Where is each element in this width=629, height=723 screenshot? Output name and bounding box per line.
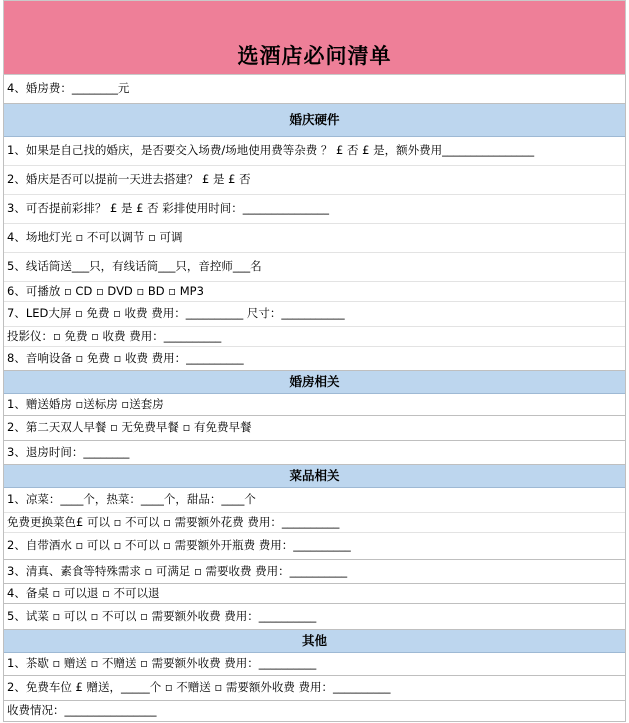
list-item: 免费更换菜色£ 可以 ▫ 不可以 ▫ 需要额外花费 费用：__________	[4, 513, 625, 533]
list-item: 4、场地灯光 ▫ 不可以调节 ▫ 可调	[4, 224, 625, 253]
list-item: 2、第二天双人早餐 ▫ 无免费早餐 ▫ 有免费早餐	[4, 416, 625, 441]
section-header: 婚房相关	[4, 371, 625, 394]
list-item: 1、如果是自己找的婚庆，是否要交入场费/场地使用费等杂费 ？ £ 否 £ 是，额外费用________________	[4, 137, 625, 166]
list-item: 3、可否提前彩排？ £ 是 £ 否 彩排使用时间：_______________	[4, 195, 625, 224]
list-item: 3、清真、素食等特殊需求 ▫ 可满足 ▫ 需要收费 费用：__________	[4, 560, 625, 584]
checklist-table	[3, 75, 626, 722]
section-header: 其他	[4, 630, 625, 653]
list-item: 收费情况：________________	[4, 701, 625, 722]
list-item: 1、茶歇 ▫ 赠送 ▫ 不赠送 ▫ 需要额外收费 费用：__________	[4, 653, 625, 676]
section-header: 婚庆硬件	[4, 104, 625, 137]
list-item: 投影仪：▫ 免费 ▫ 收费 费用：__________	[4, 327, 625, 347]
list-item: 5、线话筒送___只，有线话筒___只，音控师___名	[4, 253, 625, 282]
list-item: 2、婚庆是否可以提前一天进去搭建？ £ 是 £ 否	[4, 166, 625, 195]
list-item: 5、试菜 ▫ 可以 ▫ 不可以 ▫ 需要额外收费 费用：__________	[4, 604, 625, 630]
title-banner	[3, 0, 626, 75]
list-item: 4、备桌 ▫ 可以退 ▫ 不可以退	[4, 584, 625, 604]
list-item: 7、LED大屏 ▫ 免费 ▫ 收费 费用：__________ 尺寸：___________	[4, 302, 625, 327]
list-item: 3、退房时间：________	[4, 441, 625, 465]
list-item: 6、可播放 ▫ CD ▫ DVD ▫ BD ▫ MP3	[4, 282, 625, 302]
list-item: 2、免费车位 £ 赠送，_____个 ▫ 不赠送 ▫ 需要额外收费 费用：__________	[4, 676, 625, 701]
list-item: 2、自带酒水 ▫ 可以 ▫ 不可以 ▫ 需要额外开瓶费 费用：__________	[4, 533, 625, 560]
list-item: 1、赠送婚房 ▫送标房 ▫送套房	[4, 394, 625, 416]
page-title: 选酒店必问清单	[237, 44, 392, 68]
list-item: 4、婚房费：________元	[4, 75, 625, 104]
section-header: 菜品相关	[4, 465, 625, 488]
list-item: 8、音响设备 ▫ 免费 ▫ 收费 费用：__________	[4, 347, 625, 371]
list-item: 1、凉菜：____个，热菜：____个，甜品：____个	[4, 488, 625, 513]
